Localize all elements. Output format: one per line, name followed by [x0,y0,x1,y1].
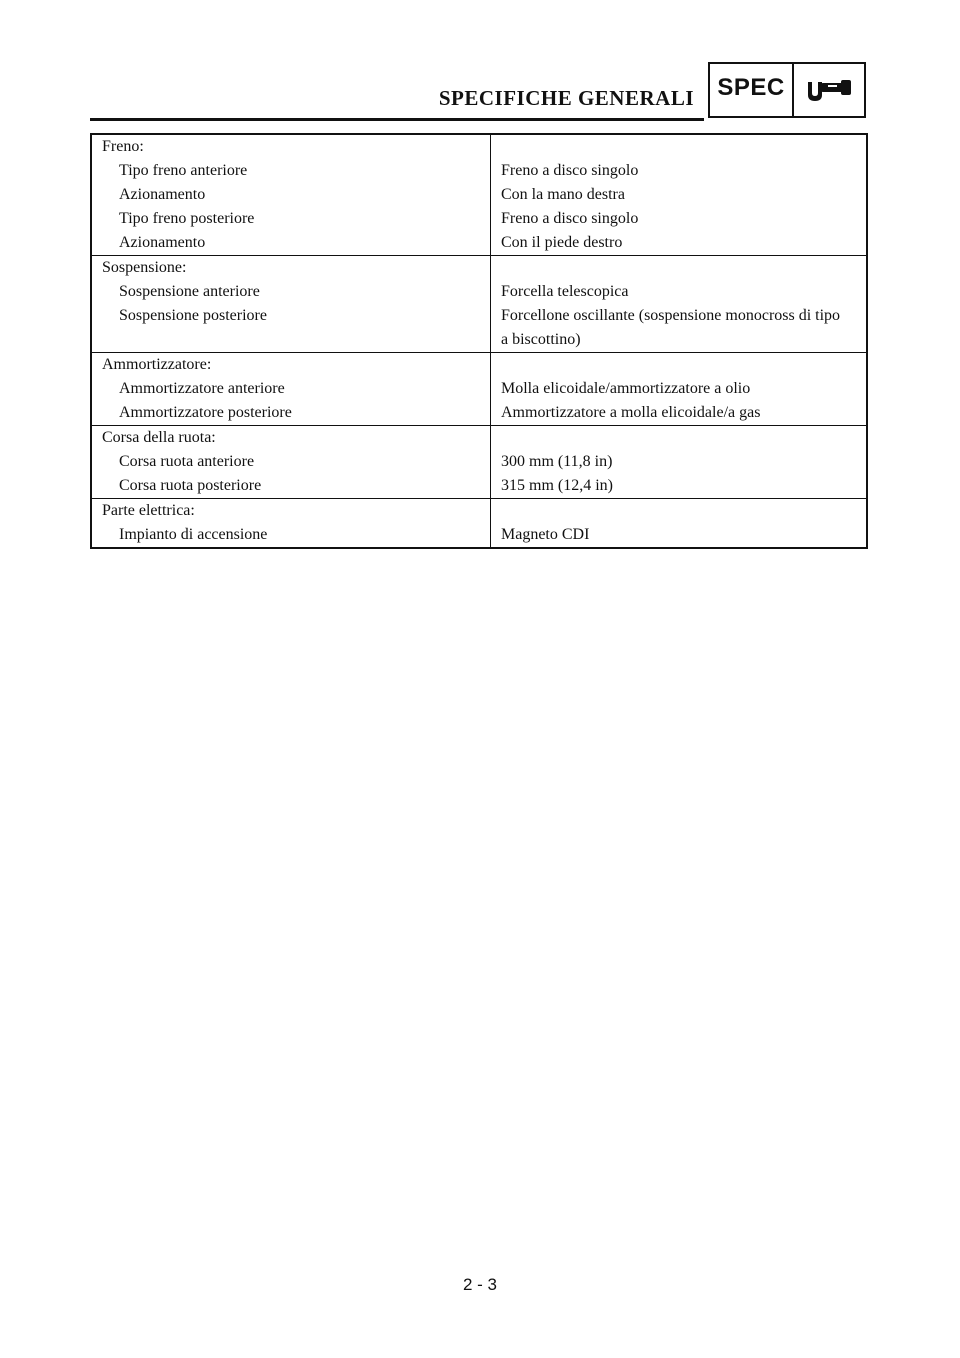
page-title: SPECIFICHE GENERALI [438,86,694,110]
spec-value: Magneto CDI [501,526,590,543]
spec-label: Tipo freno posteriore [119,210,255,227]
header-rule [90,118,704,121]
group-heading-row [91,134,867,159]
group-heading-row [91,499,867,524]
spec-badge [708,62,866,118]
table-row [91,280,867,304]
spec-label: Corsa ruota posteriore [119,477,262,494]
spec-value: Molla elicoidale/ammortizzatore a olio [501,380,751,397]
spec-label: Sospensione anteriore [119,283,260,300]
table-row [91,377,867,401]
spec-badge-label: SPEC [710,64,794,116]
table-row [91,474,867,499]
group-heading: Sospensione: [91,256,491,281]
spec-label: Tipo freno anteriore [119,162,248,179]
spec-label: Impianto di accensione [119,526,268,543]
spec-value: 300 mm (11,8 in) [501,453,613,470]
table-row [91,450,867,474]
spec-value: Con la mano destra [501,186,625,203]
group-heading: Parte elettrica: [91,499,491,524]
table-row [91,183,867,207]
spec-label: Azionamento [119,186,206,203]
table-row [91,207,867,231]
spec-label: Sospensione posteriore [119,307,267,324]
spec-value: 315 mm (12,4 in) [501,477,613,494]
group-heading-row [91,426,867,451]
page-number: 2 - 3 [462,1275,498,1294]
spec-value: Forcellone oscillante (sospensione monocross di tipo a biscottino) [501,307,841,348]
spec-value: Ammortizzatore a molla elicoidale/a gas [501,404,761,421]
spec-value: Freno a disco singolo [501,210,639,227]
table-row [91,159,867,183]
wrench-icon [803,75,855,105]
spec-table [90,133,868,549]
group-heading: Freno: [91,134,491,159]
spec-label: Ammortizzatore posteriore [119,404,292,421]
spec-label: Azionamento [119,234,206,251]
group-heading-row [91,256,867,281]
group-heading: Corsa della ruota: [91,426,491,451]
spec-value: Con il piede destro [501,234,623,251]
spec-label: Ammortizzatore anteriore [119,380,285,397]
spec-label: Corsa ruota anteriore [119,453,255,470]
spec-value: Forcella telescopica [501,283,629,300]
group-heading-row [91,353,867,378]
table-row [91,401,867,426]
table-row [91,523,867,548]
group-heading: Ammortizzatore: [91,353,491,378]
table-row [91,304,867,353]
table-row [91,231,867,256]
spec-value: Freno a disco singolo [501,162,639,179]
